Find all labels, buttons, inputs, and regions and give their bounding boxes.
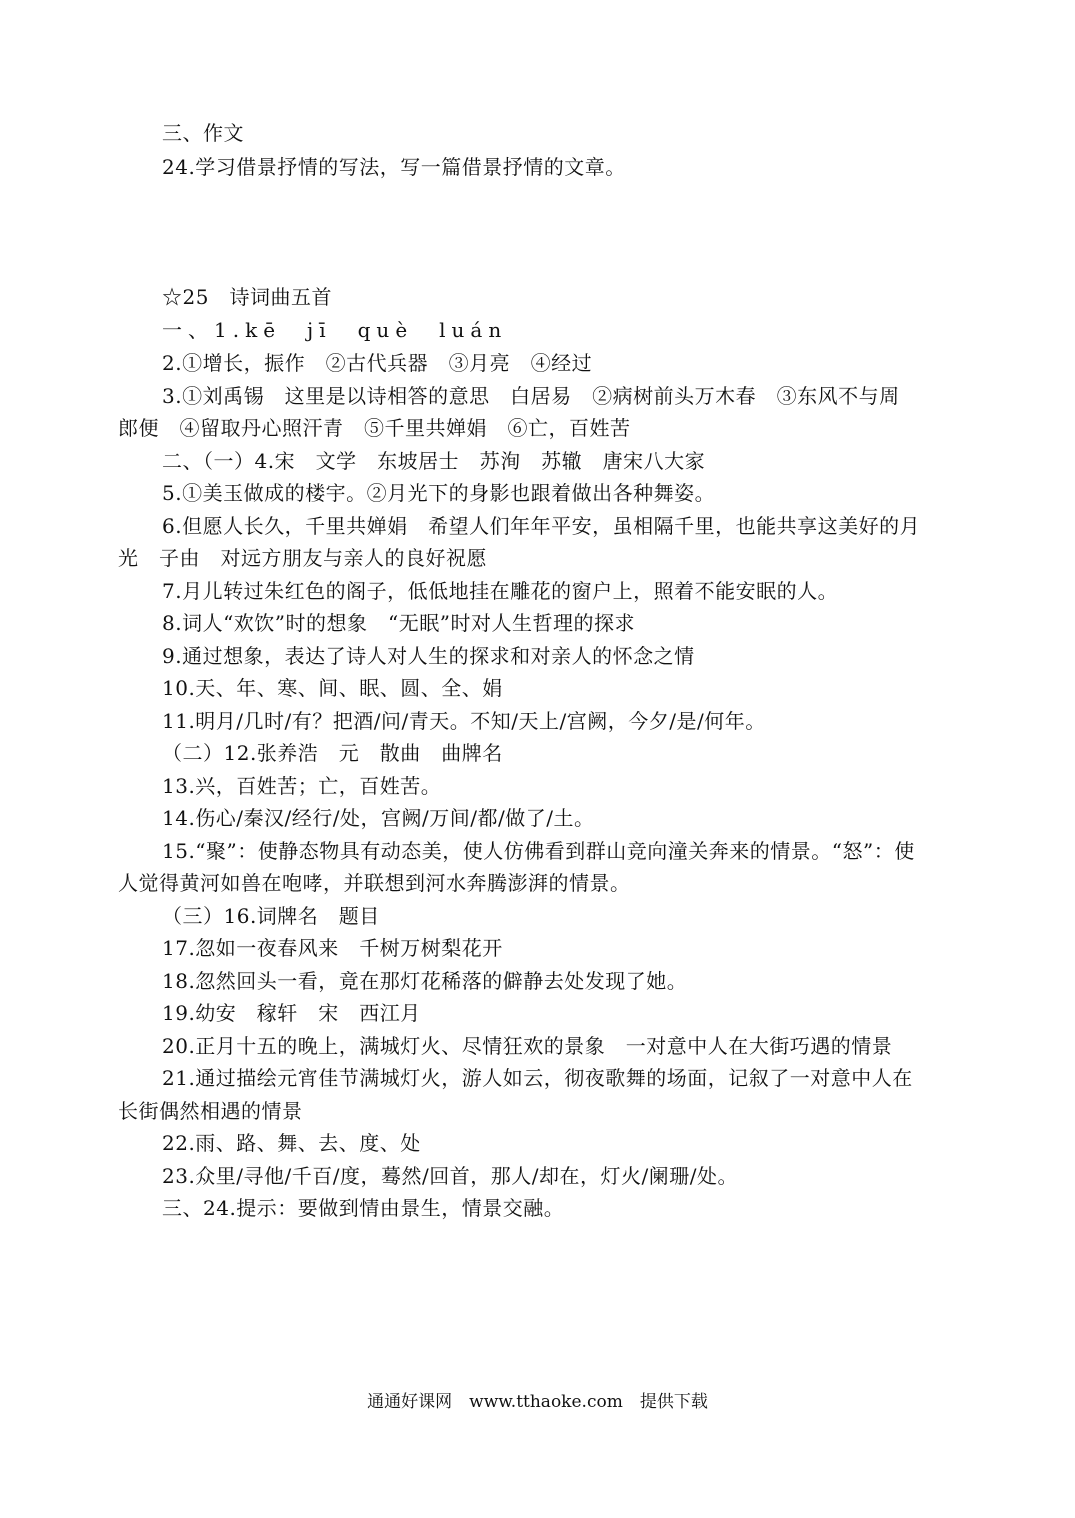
answer-line: 长街偶然相遇的情景 <box>118 1099 303 1123</box>
answer-line: 2.①增长，振作 ②古代兵器 ③月亮 ④经过 <box>162 351 593 375</box>
answer-line: 三、24.提示：要做到情由景生，情景交融。 <box>162 1196 565 1220</box>
answer-line: 14.伤心/秦汉/经行/处，宫阙/万间/都/做了/土。 <box>162 806 595 830</box>
answer-line: （三）16.词牌名 题目 <box>162 904 380 928</box>
answer-line: 15.“聚”：使静态物具有动态美，使人仿佛看到群山竞向潼关奔来的情景。“怒”：使 <box>162 839 915 863</box>
answer-line: 10.天、年、寒、间、眠、圆、全、娟 <box>162 676 503 700</box>
answer-line: 20.正月十五的晚上，满城灯火、尽情狂欢的景象 一对意中人在大街巧遇的情景 <box>162 1034 893 1058</box>
answer-line: 二、（一）4.宋 文学 东坡居士 苏洵 苏辙 唐宋八大家 <box>162 449 706 473</box>
answer-line: 5.①美玉做成的楼宇。②月光下的身影也跟着做出各种舞姿。 <box>162 481 716 505</box>
answer-line: 22.雨、路、舞、去、度、处 <box>162 1131 421 1155</box>
answer-line: 8.词人“欢饮”时的想象 “无眠”时对人生哲理的探求 <box>162 611 635 635</box>
answer-line: （二）12.张养浩 元 散曲 曲牌名 <box>162 741 503 765</box>
answer-line: 一、1.kē jī què luán <box>162 318 508 342</box>
answer-line: 17.忽如一夜春风来 千树万树梨花开 <box>162 936 503 960</box>
answer-line: 6.但愿人长久，千里共婵娟 希望人们年年平安，虽相隔千里，也能共享这美好的月 <box>162 514 921 538</box>
composition-question-24: 24.学习借景抒情的写法，写一篇借景抒情的文章。 <box>162 155 626 179</box>
answer-line: 7.月儿转过朱红色的阁子，低低地挂在雕花的窗户上，照着不能安眠的人。 <box>162 579 839 603</box>
answer-line: 11.明月/几时/有？把酒/问/青天。不知/天上/宫阙，今夕/是/何年。 <box>162 709 766 733</box>
answer-line: 13.兴，百姓苦；亡，百姓苦。 <box>162 774 442 798</box>
answer-line: 郎便 ④留取丹心照汗青 ⑤千里共婵娟 ⑥亡，百姓苦 <box>118 416 631 440</box>
answer-line: 9.通过想象，表达了诗人对人生的探求和对亲人的怀念之情 <box>162 644 695 668</box>
section-title: ☆25 诗词曲五首 <box>162 285 332 309</box>
answer-line: 光 子由 对远方朋友与亲人的良好祝愿 <box>118 546 487 570</box>
composition-heading: 三、作文 <box>162 121 244 145</box>
answer-line: 21.通过描绘元宵佳节满城灯火，游人如云，彻夜歌舞的场面，记叙了一对意中人在 <box>162 1066 913 1090</box>
answer-line: 19.幼安 稼轩 宋 西江月 <box>162 1001 421 1025</box>
answer-line: 23.众里/寻他/千百/度，蓦然/回首，那人/却在，灯火/阑珊/处。 <box>162 1164 738 1188</box>
page-footer: 通通好课网 www.tthaoke.com 提供下载 <box>367 1392 708 1412</box>
answer-line: 18.忽然回头一看，竟在那灯花稀落的僻静去处发现了她。 <box>162 969 688 993</box>
answer-line: 3.①刘禹锡 这里是以诗相答的意思 白居易 ②病树前头万木春 ③东风不与周 <box>162 384 900 408</box>
answer-line: 人觉得黄河如兽在咆哮，并联想到河水奔腾澎湃的情景。 <box>118 871 631 895</box>
